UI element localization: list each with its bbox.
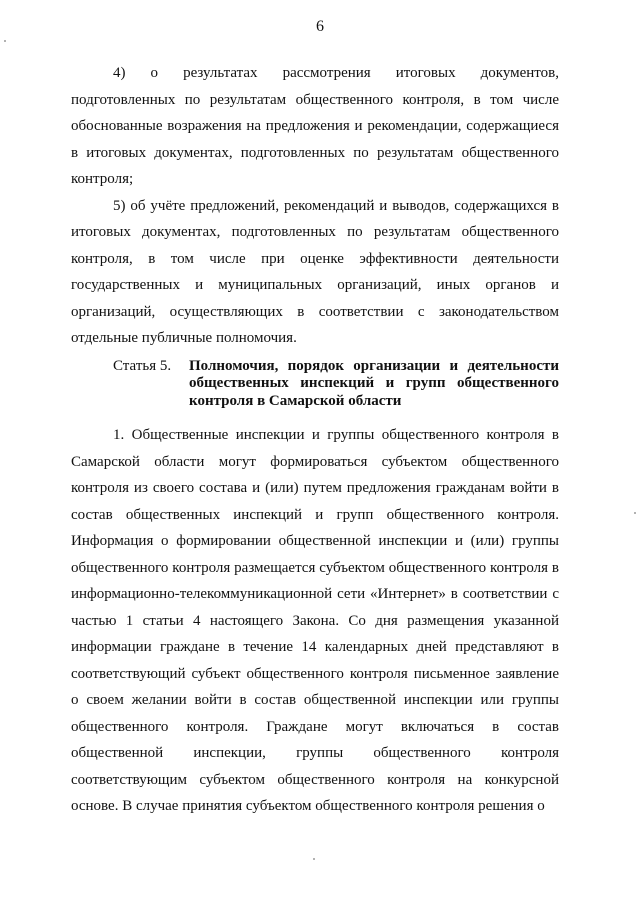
page-number: 6	[316, 18, 324, 35]
article-heading	[71, 358, 559, 411]
article-title: Полномочия, порядок организации и деятельности общественных инспекций и групп общественного контроля в Самарской области	[189, 357, 559, 409]
scan-speck	[313, 858, 315, 860]
article-label: Статья 5.	[113, 357, 172, 374]
scan-speck	[4, 40, 6, 42]
list-item-5: 5) об учёте предложений, рекомендаций и выводов, содержащихся в итоговых документах, подготовленных по результатам общественного контроля, в том числе при оценке эффективности деятельности государственных и муниципальных организаций, иных органов и организаций, осуществляющих в соответствии с законодательством отдельные публичные полномочия.	[71, 197, 559, 346]
paragraph-1: 1. Общественные инспекции и группы общественного контроля в Самарской области могут формироваться субъектом общественного контроля из своего состава и (или) путем предложения гражданам войти в состав общественных инспекций и групп общественного контроля. Информация о формировании общественной инспекции и (или) группы общественного контроля размещается субъектом общественного контроля в информационно-телекоммуникационной сети «Интернет» в соответствии с частью 1 статьи 4 настоящего Закона. Со дня размещения указанной информации граждане в течение 14 календарных дней представляют в соответствующий субъект общественного контроля письменное заявление о своем желании войти в состав общественной инспекции или группы общественного контроля. Граждане могут включаться в состав общественной инспекции, группы общественного контроля соответствующим субъектом общественного контроля на конкурсной основе. В случае принятия субъектом общественного контроля решения о	[71, 427, 559, 814]
list-item-4: 4) о результатах рассмотрения итоговых документов, подготовленных по результатам общественного контроля, в том числе обоснованные возражения на предложения и рекомендации, содержащиеся в итоговых документах, подготовленных по результатам общественного контроля;	[71, 65, 559, 187]
scan-speck	[634, 512, 636, 514]
document-body	[71, 60, 559, 820]
